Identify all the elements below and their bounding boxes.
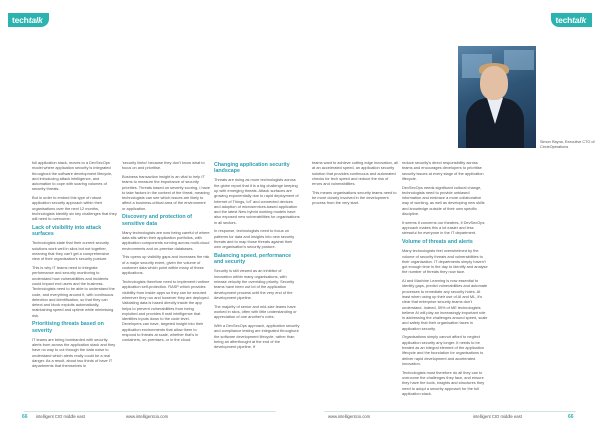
body-paragraph: Business transaction insight is an vital to help IT teams to measure the importance of security priorities. Threats based on severity scoring, I have to take factors in the context of the threat, meaning technologists can see which issues are likely to affect a business-critical area of the environment or application. [122,173,210,211]
page-number: 66 [22,414,28,420]
body-paragraph: The majority of senior and mid-size teams have worked in silos, often with little understanding or appreciation of one another's roles. [214,303,297,320]
left-footer [0,411,300,420]
body-paragraph: 'security limbo' because they don't know what to focus on and prioritise. [122,160,205,171]
body-paragraph: This means organisations security teams need to be more closely involved in the development process from the very start. [312,189,397,206]
magazine-name: intelligent CIO middle east [36,414,85,419]
body-paragraph: reduce security's direct responsibility across teams and encourages developers to prioritise security issues at every stage of the application lifecycle. [402,160,484,181]
author-photo [458,46,536,148]
section-heading: Discovery and protection of sensitive data [122,214,193,227]
body-paragraph: This is why IT teams need to integrate performance and security monitoring to understand how vulnerabilities and incidents could impact end users and the business. Technologists need to be able to understand the code, and everything around it, with continuous detection and identification, so that they can detect and block exploits automatically, maintaining speed and uptime while minimising risk. [32,265,115,318]
body-paragraph: Technologists therefore need to implement runtime application self-protection. RASP which provides visibility from inside apps so they can be secured wherever they run and however they are deployed. Validating data is based directly inside the app helps to prevent vulnerabilities from being exploited and provides fi mail intelligence that identifies inputs down to the code level. Developers can have, targeted insight into their application environments that allow them to respond to threats at scale, whether that's in containers, on-premises, or in the cloud. [122,279,210,343]
body-paragraph: Many technologists feel overwhelmed by the volume of security threats and vulnerabilities to their organisation. IT departments simply haven't got enough time in the day to identify and analyse the number of threats they now face. [402,248,488,275]
article-column-2 [122,160,210,346]
techtalk-logo: techtalk [8,13,49,27]
section-heading: Changing application security landscape [214,162,290,175]
article-column-5 [402,160,488,400]
section-heading: Volume of threats and alerts [402,239,473,246]
page-number: 66 [568,414,574,420]
body-paragraph: full application stack, moves to a DevSecOps model where application security is integrated throughout the software development lifecycle, and introducing attack intelligence, and automation to cope with soaring volumes of security threats. [32,160,113,192]
body-paragraph: It seems it concerns our theatres, if DevSecOps approach makes this a lot easier and less stressful for everyone in the IT department. [402,219,485,236]
body-paragraph: This opens up visibility gaps and increases the risk of a major security event, given the volume of customer data which point within many of these applications. [122,254,210,276]
body-paragraph: IT teams are being bombarded with security alerts from across the application stack and they have no way to cut through the data noise to understand which alerts really could be a real danger. As a result, about two thirds of have IT departments that themselves in [32,336,116,369]
footer-divider [24,411,276,412]
body-paragraph: Many technologists are now being careful of where data sits within their application portfolios, with application components running across multi-cloud environments and on-premise databases. [122,229,210,251]
body-paragraph: Technologists state that their current security solutions work well in silos but not together, meaning that they can't get a comprehensive view of their organisation's security posture. [32,240,110,262]
website-link[interactable]: www.intelligentcio.com [126,414,169,419]
body-paragraph: Security is still viewed as an inhibitor of innovation within many organisations, with release velocity the overriding priority. Security teams have been out lot of the application development process until the very end of the development pipeline. [214,268,295,300]
body-paragraph: With a DevSecOps approach, application security and compliance testing are integrated throughout the software development lifecycle, rather than being an afterthought at the end of the development pipeline. If [214,322,300,350]
footer-divider [324,411,576,412]
body-paragraph: Organisations simply cannot afford to neglect application security any longer. It needs to be treated as an integral element of the application lifecycle and the foundation for organisations to deliver rapid development and accelerated innovation. [402,334,484,366]
body-paragraph: But in order to embed this type of robust application security approach within their organisations over the next 12 months, technologists identify six key challenges that they will need to overcome: [32,195,117,222]
section-heading: Prioritising threats based on severity [32,321,104,334]
right-footer [300,411,600,420]
face-shape [480,66,508,100]
section-heading: Balancing speed, performance and security [214,253,292,266]
body-paragraph: AI and Machine Learning is now essential to identify gaps, predict vulnerabilities and automate processes to remediate any security holes. At least when using up their use of AI and ML, it's clear that enterprise security teams don't understand. Indeed, 59% of ME technologists believe AI will play an increasingly important role in addressing the challenges around speed, scale and safety that their organisation faces in application security. [402,278,488,331]
techtalk-logo: techtalk [551,13,592,27]
body-paragraph: In response, technologists need to focus on patterns for data and insights into new security threats and to map those threats against their own organisation's security posture. [214,228,295,250]
article-column-4 [312,160,398,209]
body-paragraph: teams want to achieve cutting edge innovation, all at an accelerated speed, an application security solution that provides continuous and automated checks for tech speed and reduce the risk of errors and vulnerabilities. [312,160,398,187]
magazine-name: intelligent CIO middle east [473,414,522,419]
photo-caption: Simon Rayna, Executive CTO of CircleOperations [540,140,595,149]
section-heading: Lack of visibility into attack surfaces [32,225,102,238]
body-paragraph: Threats are rising as more technologists across the globe report that it is a big challenge keeping up with emerging threats. Attack surfaces are growing exponentially due to rapid deployment of Internet of Things, IoT and connected devices and adoption of microservices-based application and the latest New hybrid working models have also exposed new vulnerabilities for organisations in all sectors. [214,177,300,225]
article-column-3 [214,160,300,353]
website-link[interactable]: www.intelligentcio.com [328,414,371,419]
article-column-1 [32,160,118,372]
body-paragraph: Technologists must therefore do all they can to overcome the challenges they face, and ensure they have the tools, insights and structures they need to adopt a security approach for the full application stack. [402,369,485,396]
body-paragraph: DevSecOps needs significant cultural change, technologists need to provide unbiased information and embrace a more collaborative way of working, as well as developing new skills and knowledge outside of their own specific discipline. [402,184,485,217]
